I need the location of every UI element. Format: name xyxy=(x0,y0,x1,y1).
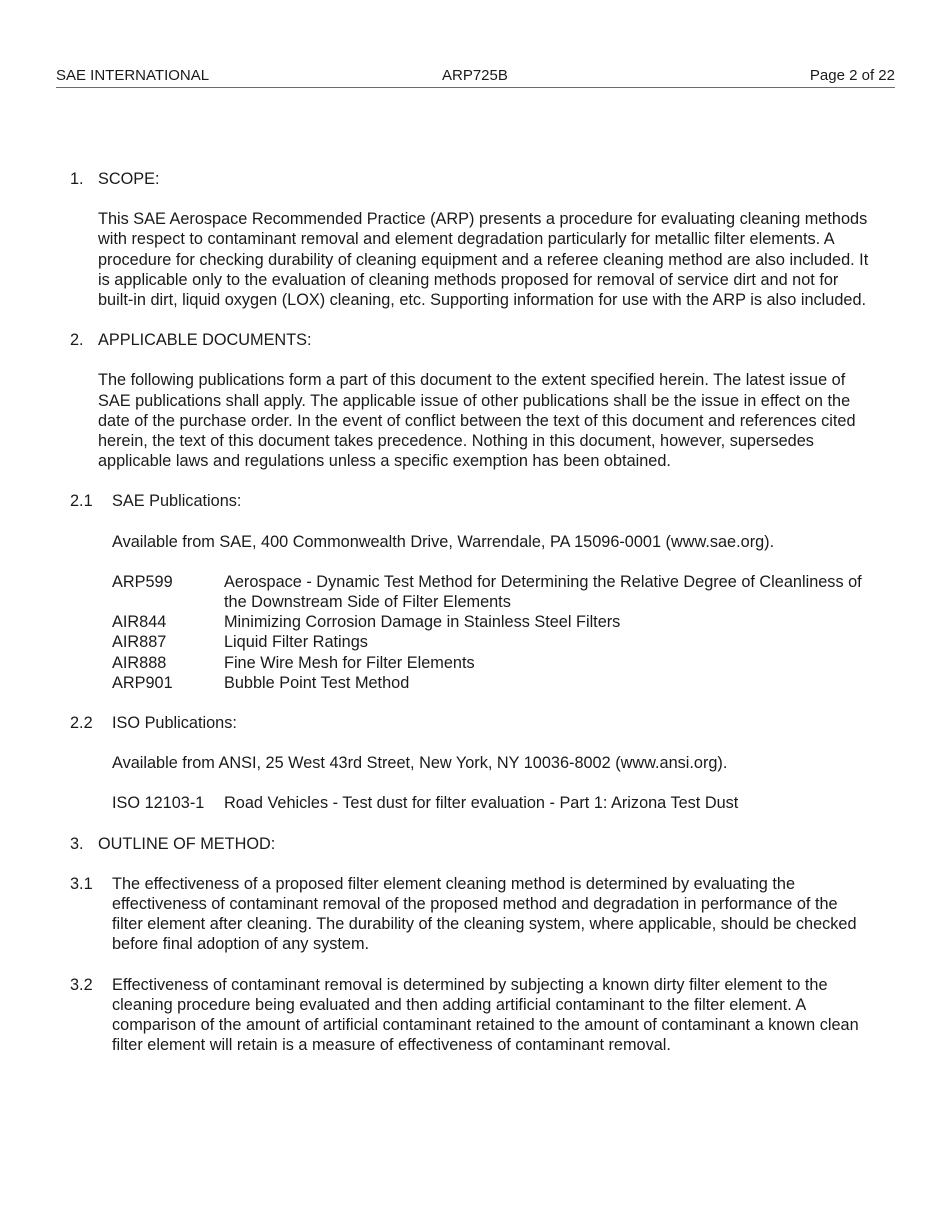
section-title: SCOPE: xyxy=(98,170,160,188)
section-paragraph: The effectiveness of a proposed filter element cleaning method is determined by evaluating the effectiveness of contaminant removal of the proposed method and degradation in performance of the filter element after cleaning. The durability of the cleaning system, where applicable, should be checked before final adoption of any system. xyxy=(112,874,857,954)
section-title: SAE Publications: xyxy=(112,492,242,511)
publication-entry xyxy=(112,793,870,813)
section-number: 3.2 xyxy=(70,975,93,994)
iso-publication-list xyxy=(70,793,870,813)
iso-availability-note: Available from ANSI, 25 West 43rd Street, New York, NY 10036-8002 (www.ansi.org). xyxy=(112,754,728,773)
section-number: 2.1 xyxy=(70,492,93,511)
publication-entry xyxy=(112,653,870,673)
section-3-2 xyxy=(70,975,870,1056)
section-1-heading xyxy=(70,169,870,189)
section-2-heading xyxy=(70,330,870,350)
section-number: 1. xyxy=(70,170,84,188)
section-2-2-heading xyxy=(70,713,870,733)
publication-code: AIR844 xyxy=(112,613,167,632)
header-document-id: ARP725B xyxy=(442,67,508,84)
publication-code: ISO 12103-1 xyxy=(112,794,205,813)
section-number: 3. xyxy=(70,834,84,853)
publication-title: Liquid Filter Ratings xyxy=(224,633,368,652)
publication-code: AIR887 xyxy=(112,633,167,652)
publication-title: Fine Wire Mesh for Filter Elements xyxy=(224,653,475,672)
section-3-heading xyxy=(70,834,870,854)
publication-entry xyxy=(112,673,870,693)
section-2-1-heading xyxy=(70,491,870,511)
publication-entry xyxy=(112,632,870,652)
publication-entry xyxy=(112,572,870,612)
section-number: 2.2 xyxy=(70,714,93,733)
publication-title: Minimizing Corrosion Damage in Stainless Steel Filters xyxy=(224,613,621,632)
section-title: ISO Publications: xyxy=(112,714,237,733)
sae-publication-list xyxy=(70,572,870,693)
section-title: APPLICABLE DOCUMENTS: xyxy=(98,331,312,350)
section-paragraph: Effectiveness of contaminant removal is determined by subjecting a known dirty filter element to the cleaning procedure being evaluated and then adding artificial contaminant to the filter element. A comparison of the amount of artificial contaminant retained to the amount of contaminant a known clean filter element will retain is a measure of effectiveness of contaminant removal. xyxy=(112,975,859,1055)
section-3-1 xyxy=(70,874,870,955)
page-header xyxy=(56,67,895,88)
publication-title: Aerospace - Dynamic Test Method for Determining the Relative Degree of Cleanliness of the Downstream Side of Filter Elements xyxy=(224,572,862,612)
sae-availability-note: Available from SAE, 400 Commonwealth Drive, Warrendale, PA 15096-0001 (www.sae.org). xyxy=(112,532,775,551)
publication-code: ARP599 xyxy=(112,572,173,591)
section-2-body: The following publications form a part of this document to the extent specified herein. The latest issue of SAE publications shall apply. The applicable issue of other publications shall be the issue in effect on the date of the purchase order. In the event of conflict between the text of this document and references cited herein, the text of this document takes precedence. Nothing in this document, however, supersedes applicable laws and regulations unless a specific exemption has been obtained. xyxy=(98,371,856,471)
section-title: OUTLINE OF METHOD: xyxy=(98,834,276,853)
publication-title: Road Vehicles - Test dust for filter evaluation - Part 1: Arizona Test Dust xyxy=(224,794,739,813)
publication-code: AIR888 xyxy=(112,653,167,672)
header-organization: SAE INTERNATIONAL xyxy=(56,67,210,84)
publication-code: ARP901 xyxy=(112,673,173,692)
section-1-body: This SAE Aerospace Recommended Practice (ARP) presents a procedure for evaluating cleaning methods with respect to contaminant removal and element degradation particularly for metallic filter elements. A procedure for checking durability of cleaning equipment and a referee cleaning method are also included. It is applicable only to the evaluation of cleaning methods proposed for removal of service dirt and not for built-in dirt, liquid oxygen (LOX) cleaning, etc. Supporting information for use with the ARP is also included. xyxy=(98,210,869,310)
publication-title: Bubble Point Test Method xyxy=(224,673,410,692)
document-body xyxy=(70,169,870,1056)
publication-entry xyxy=(112,612,870,632)
header-page-number: Page 2 of 22 xyxy=(809,67,895,84)
section-number: 3.1 xyxy=(70,874,93,893)
section-number: 2. xyxy=(70,331,84,350)
